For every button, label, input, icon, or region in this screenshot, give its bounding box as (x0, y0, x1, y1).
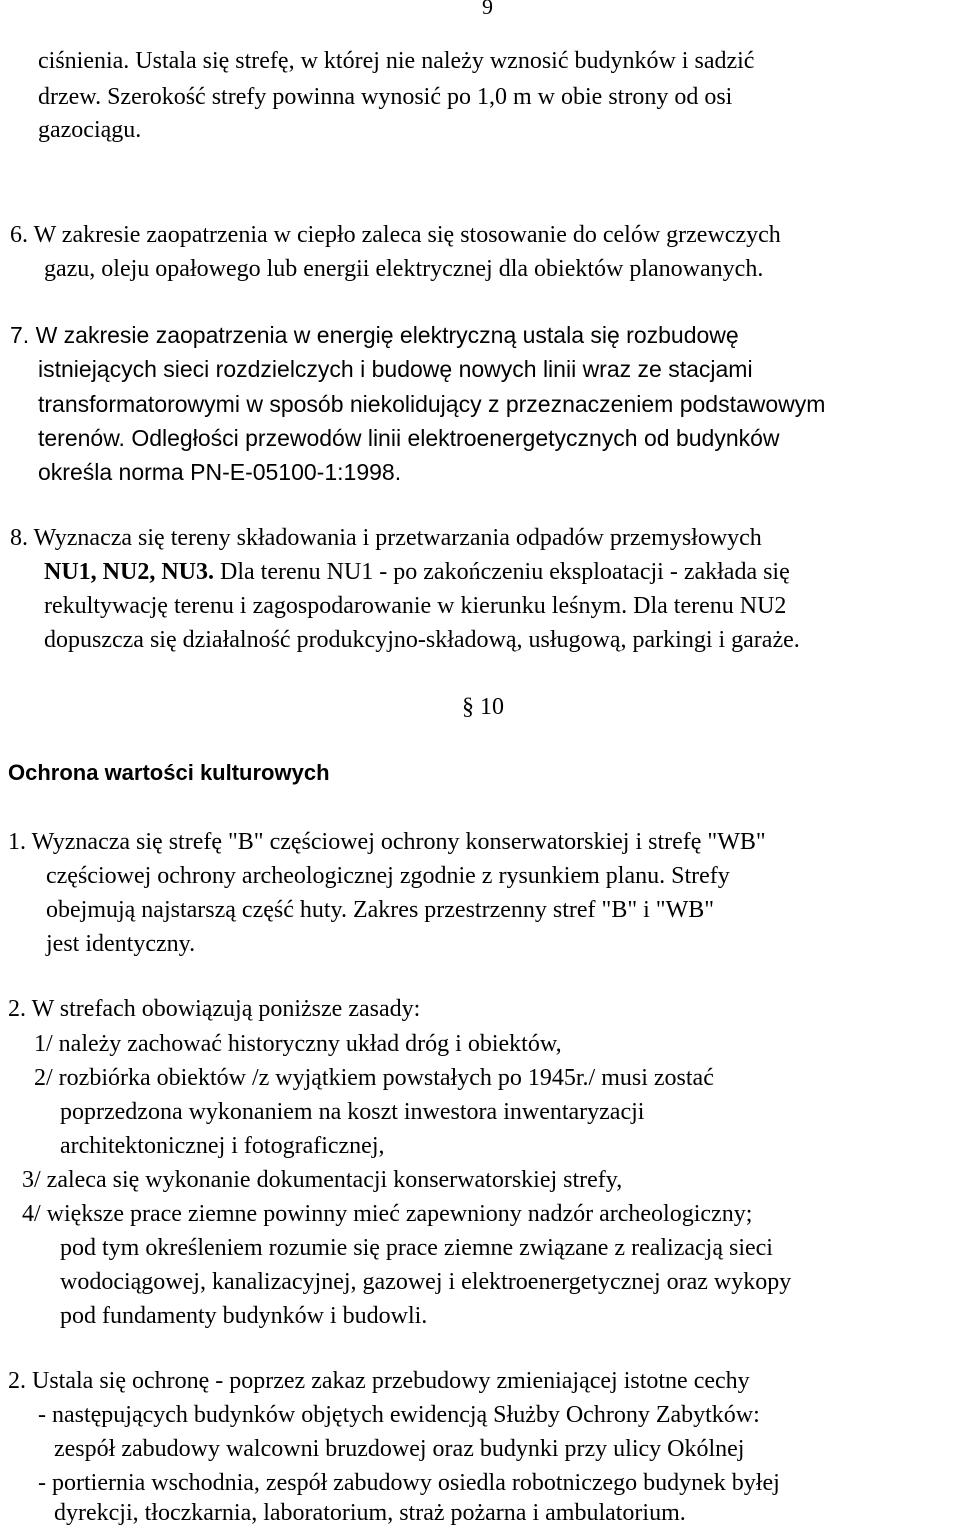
intro-line: drzew. Szerokość strefy powinna wynosić po 1,0 m w obie strony od osi (38, 84, 733, 110)
section-heading: Ochrona wartości kulturowych (8, 760, 330, 785)
item-7-line: 7. W zakresie zaopatrzenia w energię elektryczną ustala się rozbudowę (10, 322, 739, 348)
rule-line: 4/ większe prace ziemne powinny mieć zapewniony nadzór archeologiczny; (22, 1201, 753, 1227)
item-7-line: istniejących sieci rozdzielczych i budowę nowych linii wraz ze stacjami (38, 356, 753, 382)
section-3-line: - portiernia wschodnia, zespół zabudowy osiedla robotniczego budynek byłej (38, 1470, 780, 1496)
item-7-line: transformatorowymi w sposób niekolidujący z przeznaczeniem podstawowym (38, 391, 826, 417)
paragraph-number: § 10 (462, 694, 504, 720)
rule-line: architektonicznej i fotograficznej, (60, 1133, 385, 1159)
section-1-line: częściowej ochrony archeologicznej zgodnie z rysunkiem planu. Strefy (46, 863, 730, 889)
rule-line: 2/ rozbiórka obiektów /z wyjątkiem powstałych po 1945r./ musi zostać (34, 1065, 714, 1091)
rule-line: 3/ zaleca się wykonanie dokumentacji konserwatorskiej strefy, (22, 1167, 623, 1193)
item-8-areas: NU1, NU2, NU3. (44, 559, 214, 585)
page-number: 9 (482, 0, 493, 19)
rule-line: wodociągowej, kanalizacyjnej, gazowej i elektroenergetycznej oraz wykopy (60, 1269, 792, 1295)
rule-line: pod fundamenty budynków i budowli. (60, 1303, 428, 1329)
rule-line: 1/ należy zachować historyczny układ dróg i obiektów, (34, 1031, 562, 1057)
item-7-line: określa norma PN-E-05100-1:1998. (38, 459, 402, 485)
item-8-line: 8. Wyznacza się tereny składowania i przetwarzania odpadów przemysłowych (10, 525, 762, 551)
section-3-line: zespół zabudowy walcowni bruzdowej oraz budynki przy ulicy Okólnej (54, 1436, 745, 1462)
section-2-heading: 2. W strefach obowiązują poniższe zasady: (8, 996, 421, 1022)
section-1-line: 1. Wyznacza się strefę "B" częściowej ochrony konserwatorskiej i strefę "WB" (8, 829, 766, 855)
item-8-line: dopuszcza się działalność produkcyjno-składową, usługową, parkingi i garaże. (44, 627, 800, 653)
item-8-line: rekultywację terenu i zagospodarowanie w kierunku leśnym. Dla terenu NU2 (44, 593, 787, 619)
item-8-text: Dla terenu NU1 - po zakończeniu eksploatacji - zakłada się (214, 559, 790, 585)
item-6-line: 6. W zakresie zaopatrzenia w ciepło zaleca się stosowanie do celów grzewczych (10, 222, 781, 248)
item-7-line: terenów. Odległości przewodów linii elektroenergetycznych od budynków (38, 425, 780, 451)
item-6-line: gazu, oleju opałowego lub energii elektrycznej dla obiektów planowanych. (44, 256, 764, 282)
item-8-line (44, 555, 790, 589)
intro-line: ciśnienia. Ustala się strefę, w której nie należy wznosić budynków i sadzić (38, 48, 755, 74)
section-3-line: dyrekcji, tłoczkarnia, laboratorium, straż pożarna i ambulatorium. (54, 1500, 686, 1526)
section-3-line: 2. Ustala się ochronę - poprzez zakaz przebudowy zmieniającej istotne cechy (8, 1368, 750, 1394)
rule-line: pod tym określeniem rozumie się prace ziemne związane z realizacją sieci (60, 1235, 773, 1261)
section-1-line: obejmują najstarszą część huty. Zakres przestrzenny stref "B" i "WB" (46, 897, 715, 923)
rule-line: poprzedzona wykonaniem na koszt inwestora inwentaryzacji (60, 1099, 645, 1125)
section-1-line: jest identyczny. (46, 931, 196, 957)
intro-line: gazociągu. (38, 117, 142, 143)
section-3-line: - następujących budynków objętych ewidencją Służby Ochrony Zabytków: (38, 1402, 760, 1428)
